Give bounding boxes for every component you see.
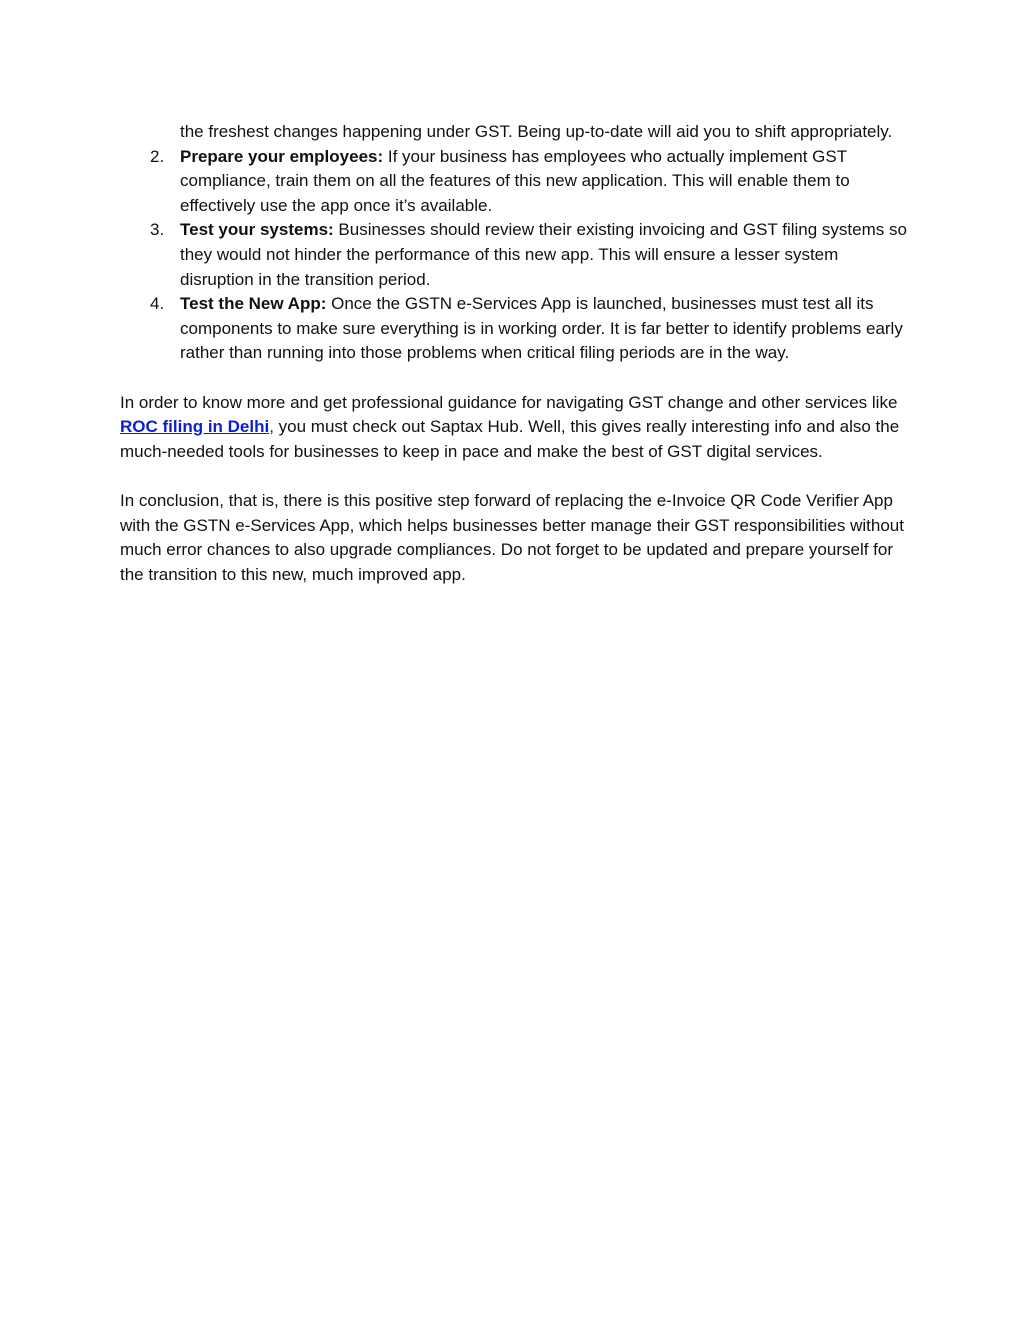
list-number: 3. — [150, 220, 165, 240]
paragraph-text-before-link: In order to know more and get professional guidance for navigating GST change and other services like — [120, 392, 898, 412]
step-text: Businesses should review their existing invoicing and GST filing systems so they would not hinder the performance of this new app. This will ensure a lesser system disruption in the transition period. — [180, 220, 907, 289]
paragraph-text-after-link: you must check out Saptax Hub. Well, this gives really interesting info and also the much-needed tools for businesses to keep in pace and make the best of GST digital services. — [120, 417, 900, 461]
list-number: 2. — [150, 146, 165, 166]
roc-filing-link[interactable]: ROC filing in Delhi — [120, 417, 270, 437]
step-title: Prepare your employees: — [180, 146, 384, 166]
list-item-step-2 — [120, 145, 910, 219]
step-title: Test the New App: — [180, 294, 327, 314]
steps-list — [120, 145, 910, 366]
list-item-step-3 — [120, 218, 910, 292]
step-title: Test your systems: — [180, 220, 334, 240]
paragraph-guidance — [120, 391, 910, 465]
link-comma: , — [269, 417, 274, 437]
list-item-continuation: the freshest changes happening under GST. Being up-to-date will aid you to shift appropriately. — [180, 122, 893, 141]
list-number: 4. — [150, 294, 165, 314]
paragraph-conclusion: In conclusion, that is, there is this positive step forward of replacing the e-Invoice QR Code Verifier App with the GSTN e-Services App, which helps businesses better manage their GST responsibilities without much error chances to also upgrade compliances. Do not forget to be updated and prepare yourself for the transition to this new, much improved app. — [120, 490, 904, 584]
list-item-step-4 — [120, 292, 910, 366]
document-content — [120, 120, 910, 587]
step-text: If your business has employees who actually implement GST compliance, train them on all the features of this new application. This will enable them to effectively use the app once it’s available. — [180, 146, 850, 215]
step-text: Once the GSTN e-Services App is launched, businesses must test all its components to make sure everything is in working order. It is far better to identify problems early rather than running into those problems when critical filing periods are in the way. — [180, 294, 903, 363]
